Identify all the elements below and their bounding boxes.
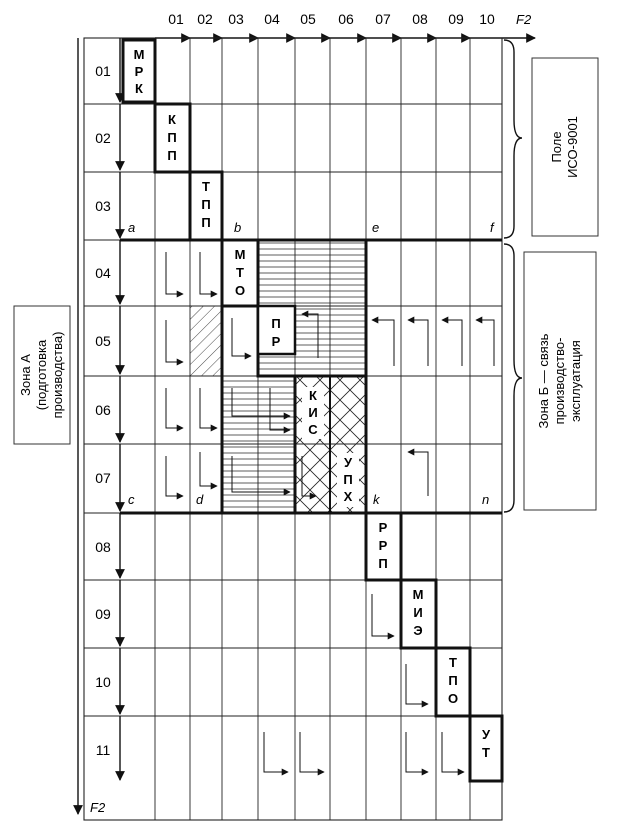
block-letter: О — [234, 283, 246, 298]
block-letter: У — [343, 455, 353, 470]
block-letter: М — [234, 247, 246, 262]
brace-iso-field — [504, 40, 522, 238]
block-letter: С — [308, 422, 318, 437]
column-labels — [168, 11, 532, 27]
zone-a-line3: производства) — [50, 331, 65, 419]
block-letter: Т — [449, 655, 457, 670]
point-f: f — [490, 220, 494, 235]
block-letter: Р — [378, 520, 388, 535]
field-iso-line1: Поле — [549, 131, 564, 163]
point-b: b — [234, 220, 242, 235]
block-letter: О — [447, 691, 459, 706]
zone-a-line1: Зона А — [18, 354, 33, 396]
block-letter: Т — [482, 745, 490, 760]
column-label: 01 — [168, 11, 184, 27]
block-letter: К — [309, 388, 317, 403]
column-label: 07 — [375, 11, 391, 27]
block-letter: П — [271, 316, 281, 331]
row-label: 09 — [95, 606, 111, 622]
block-letter: П — [378, 556, 388, 571]
point-k: k — [373, 492, 380, 507]
row-label: 05 — [95, 333, 111, 349]
point-n: n — [482, 492, 490, 507]
row-label: 02 — [95, 130, 111, 146]
point-d: d — [196, 492, 204, 507]
column-label: 04 — [264, 11, 280, 27]
column-label: 03 — [228, 11, 244, 27]
row-label: 08 — [95, 539, 111, 555]
row-labels — [95, 63, 111, 758]
block-letter: Т — [236, 265, 244, 280]
point-c: c — [128, 492, 135, 507]
right-braces — [504, 40, 522, 512]
row-label: 07 — [95, 470, 111, 486]
zone-b-line3: эксплуатация — [568, 340, 583, 422]
column-label: 02 — [197, 11, 213, 27]
axis-y-label: F2 — [90, 800, 106, 815]
hatched-region-diagonal — [190, 306, 222, 376]
column-label: 05 — [300, 11, 316, 27]
block-letter: П — [343, 472, 353, 487]
zone-b-line1: Зона Б — связь — [536, 333, 551, 429]
row-label: 01 — [95, 63, 111, 79]
zone-a-line2: (подготовка — [34, 339, 49, 411]
row-label: 03 — [95, 198, 111, 214]
block-letter: Х — [343, 489, 353, 504]
column-label: 10 — [479, 11, 495, 27]
block-letter: Т — [202, 179, 210, 194]
zone-b-line2: производство- — [552, 337, 567, 425]
block-letter: П — [201, 215, 211, 230]
axis-x-label: F2 — [516, 12, 532, 27]
block-letter: П — [167, 130, 177, 145]
block-letter: П — [201, 197, 211, 212]
row-label: 04 — [95, 265, 111, 281]
row-label: 06 — [95, 402, 111, 418]
row-label: 11 — [95, 742, 111, 758]
block-letter: Р — [134, 64, 144, 79]
block-letter: М — [412, 587, 424, 602]
point-e: e — [372, 220, 380, 235]
block-letter: П — [167, 148, 177, 163]
column-label: 08 — [412, 11, 428, 27]
block-letter: П — [448, 673, 458, 688]
field-iso-line2: ИСО-9001 — [565, 116, 580, 178]
process-blocks — [123, 40, 502, 781]
column-label: 06 — [338, 11, 354, 27]
block-letter: М — [133, 47, 145, 62]
block-letter: У — [481, 727, 491, 742]
block-letter: И — [413, 605, 423, 620]
block-letter: Э — [413, 623, 423, 638]
block-letter: К — [135, 81, 143, 96]
block-letter: И — [308, 405, 318, 420]
brace-zone-b — [504, 244, 522, 512]
block-letter: Р — [378, 538, 388, 553]
block-letter: К — [168, 112, 176, 127]
point-a: a — [128, 220, 136, 235]
block-letter: Р — [271, 334, 281, 349]
column-label: 09 — [448, 11, 464, 27]
row-label: 10 — [95, 674, 111, 690]
